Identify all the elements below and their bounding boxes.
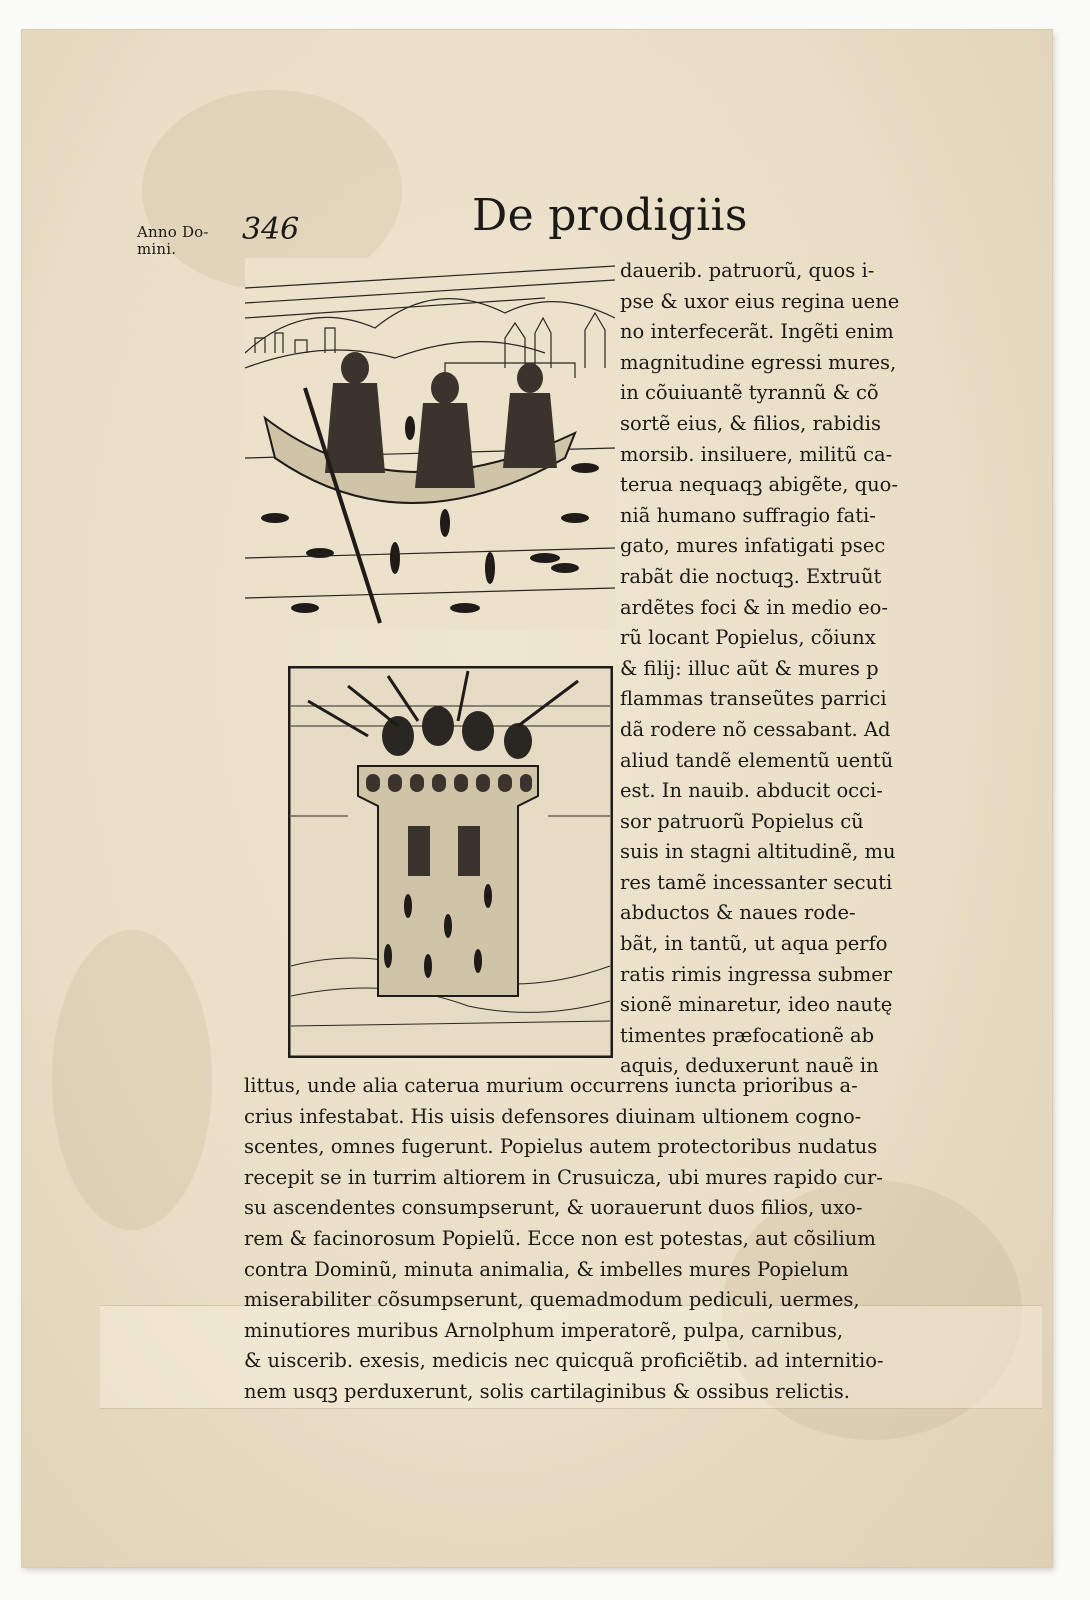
text-line: recepit se in turrim altiorem in Crusuicza, ubi mures rapido cur-: [244, 1165, 883, 1189]
text-line: minutiores muribus Arnolphum imperatorẽ, pulpa, carnibus,: [244, 1318, 844, 1342]
page-title: De prodigiis: [472, 190, 748, 241]
woodcut-boat-mice-icon: [245, 258, 615, 630]
text-line: in cõuiuantẽ tyrannũ & cõ: [620, 381, 879, 405]
text-line: pse & uxor eius regina uene: [620, 289, 900, 313]
text-line: suis in stagni altitudinẽ, mu: [620, 840, 896, 864]
text-line: miserabiliter cõsumpserunt, quemadmodum pediculi, uermes,: [244, 1288, 860, 1312]
text-line: res tamẽ incessanter secuti: [620, 870, 893, 894]
text-line: no interfecerãt. Ingẽti enim: [620, 320, 894, 344]
text-line: sor patruorũ Popielus cũ: [620, 809, 864, 833]
text-line: & uiscerib. exesis, medicis nec quicquã proficiẽtib. ad internitio-: [244, 1349, 884, 1373]
text-line: niã humano suffragio fati-: [620, 503, 876, 527]
text-line: ardẽtes foci & in medio eo-: [620, 595, 888, 619]
woodcut-tower-icon: [288, 666, 613, 1058]
text-line: & filij: illuc aũt & mures p: [620, 656, 879, 680]
text-line: littus, unde alia caterua murium occurrens iuncta prioribus a-: [244, 1074, 858, 1097]
text-line: nem usqꝫ perduxerunt, solis cartilaginibus & ossibus relictis.: [244, 1379, 850, 1403]
text-line: rem & facinorosum Popielũ. Ecce non est potestas, aut cõsilium: [244, 1226, 876, 1250]
page-number: 346: [242, 212, 300, 247]
text-line: magnitudine egressi mures,: [620, 350, 897, 374]
paper-stain: [52, 930, 212, 1230]
text-line: gato, mures infatigati psec: [620, 534, 886, 558]
text-column-narrow: [620, 256, 920, 1082]
text-line: scentes, omnes fugerunt. Popielus autem protectoribus nudatus: [244, 1135, 878, 1159]
text-line: su ascendentes consumpserunt, & uorauerunt duos filios, uxo-: [244, 1196, 863, 1220]
text-line: sortẽ eius, & filios, rabidis: [620, 411, 881, 435]
text-line: dauerib. patruorũ, quos i-: [620, 259, 875, 282]
text-line: crius infestabat. His uisis defensores diuinam ultionem cogno-: [244, 1104, 862, 1128]
text-line: morsib. insiluere, militũ ca-: [620, 442, 893, 466]
text-line: est. In nauib. abducit occi-: [620, 779, 883, 803]
text-line: rũ locant Popielus, cõiunx: [620, 626, 876, 650]
text-column-full: [244, 1071, 944, 1408]
text-line: ratis rimis ingressa submer: [620, 962, 893, 986]
text-line: abductos & naues rode-: [620, 901, 856, 925]
text-line: bãt, in tantũ, ut aqua perfo: [620, 932, 888, 956]
anno-line-1: Anno Do-: [137, 223, 209, 241]
margin-note: [137, 224, 209, 258]
text-line: terua nequaqꝫ abigẽte, quo-: [620, 473, 899, 497]
text-line: aquis, deduxerunt nauẽ in: [620, 1054, 879, 1078]
text-line: sionẽ minaretur, ideo nautę: [620, 993, 893, 1017]
anno-line-2: mini.: [137, 240, 177, 258]
text-line: aliud tandẽ elementũ uentũ: [620, 748, 894, 772]
text-line: contra Dominũ, minuta animalia, & imbelles mures Popielum: [244, 1257, 849, 1281]
text-line: rabãt die noctuqꝫ. Extruũt: [620, 564, 882, 588]
text-line: dã rodere nõ cessabant. Ad: [620, 717, 891, 741]
text-line: timentes præfocationẽ ab: [620, 1023, 875, 1047]
text-line: flammas transeũtes parrici: [620, 687, 887, 711]
